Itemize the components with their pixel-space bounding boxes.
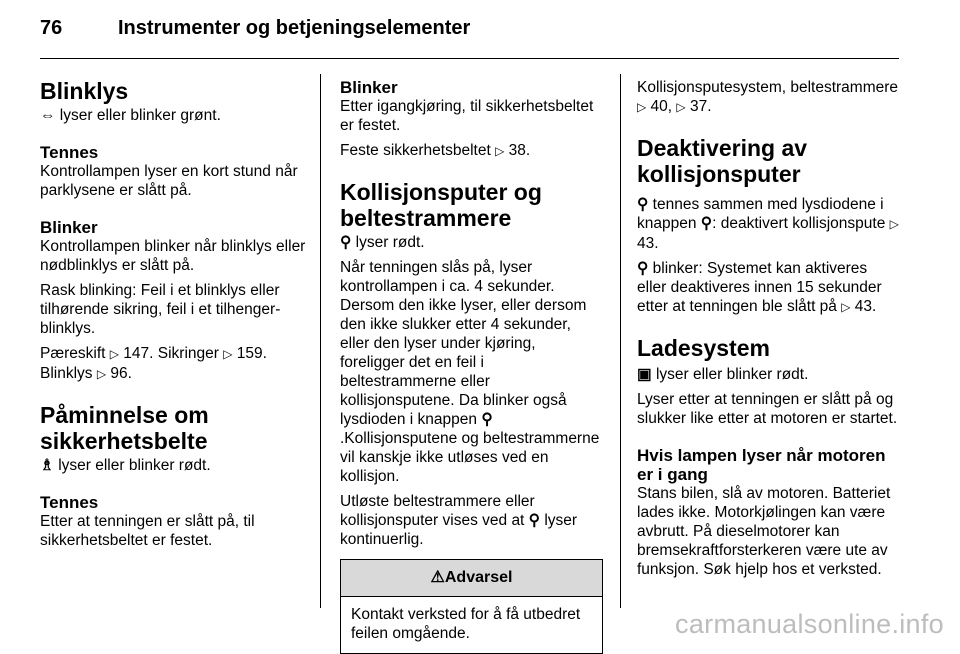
warning-icon: ⚠ — [430, 569, 445, 586]
page-number: 76 — [40, 17, 63, 39]
blinker-2-text: Etter igangkjøring, til sikkerhetsbeltet er festet. — [340, 98, 594, 134]
ladesystem-icon-text: ▣ lyser eller blinker rødt. — [637, 366, 809, 383]
warning-header: ⚠Advarsel — [341, 560, 602, 597]
heading-paminnelse: Påminnelse om sikkerhetsbelte — [40, 402, 209, 454]
ladesystem-text: Lyser etter at tenningen er slått på og slukker like etter at motoren er startet. — [637, 391, 898, 427]
tennes-2-text: Etter at tenningen er slått på, til sikkerhetsbeltet er festet. — [40, 513, 255, 549]
xref-blinklys: Blinklys ▷ 96. — [40, 365, 132, 382]
airbag-off-icon: ⚲ — [637, 196, 649, 213]
tennes-text: Kontrollampen lyser en kort stund når parklysene er slått på. — [40, 163, 298, 199]
column-divider-1 — [320, 74, 321, 608]
kollisjonsputer-icon-text: ⚲ lyser rødt. — [340, 234, 425, 251]
heading-tennes: Tennes — [40, 143, 99, 162]
column-divider-2 — [620, 74, 621, 608]
seatbelt-icon: ♗ — [40, 457, 54, 474]
airbag-icon: ⚲ — [340, 234, 352, 251]
xref-arrow-icon: ▷ — [841, 300, 851, 314]
warning-body: Kontakt verksted for å få utbedret feilen omgående. — [351, 606, 581, 642]
airbag-off-icon: ⚲ — [637, 260, 649, 277]
xref-paereskift: Pæreskift ▷ 147. Sikringer ▷ 159. — [40, 345, 267, 362]
feste-text: Feste sikkerhetsbeltet ▷ 38. — [340, 142, 531, 159]
column-2 — [340, 78, 602, 654]
blinklys-text: ⇔ lyser eller blinker grønt. — [40, 107, 221, 124]
turn-signal-icon: ⇔ — [40, 107, 56, 124]
page-header-title: Instrumenter og betjeningselementer — [118, 17, 471, 39]
blinker-text: Kontrollampen blinker når blinklys eller nødblinklys er slått på. — [40, 238, 306, 274]
warning-box — [340, 559, 603, 654]
xref-arrow-icon: ▷ — [676, 100, 686, 114]
kollisjonsputesystem-xref: Kollisjonsputesystem, beltestrammere ▷ 40, ▷ 37. — [637, 79, 899, 115]
xref-arrow-icon: ▷ — [637, 100, 647, 114]
xref-arrow-icon: ▷ — [109, 347, 119, 361]
xref-arrow-icon: ▷ — [889, 217, 899, 231]
deaktivering-text-1: ⚲ tennes sammen med lysdiodene i knappen ⚲: deaktivert kollisjonspute ▷ 43. — [637, 196, 899, 252]
utloste-text: Utløste beltestrammere eller kollisjonsputer vises ved at ⚲ lyser kontinuerlig. — [340, 493, 578, 548]
heading-deaktivering: Deaktivering av kollisjonsputer — [637, 135, 808, 187]
heading-ladesystem: Ladesystem — [637, 335, 770, 361]
heading-blinker-2: Blinker — [340, 78, 398, 97]
heading-tennes-2: Tennes — [40, 493, 99, 512]
heading-hvis-lampen: Hvis lampen lyser når motoren er i gang — [637, 446, 886, 484]
battery-icon: ▣ — [637, 366, 652, 383]
xref-arrow-icon: ▷ — [495, 144, 505, 158]
paminnelse-text: ♗ lyser eller blinker rødt. — [40, 457, 211, 474]
kollisjonsputer-text: Når tenningen slås på, lyser kontrollampen i ca. 4 sekunder. Dersom den ikke lyser, eller dersom den ikke slukker etter 4 sekunder, eller den lyser under kjøring, foreligger det en feil i beltestrammerne eller kollisjonsputene. Da blinker også lysdioden i knappen ⚲.Kollisjonsputene og beltestrammerne vil kanskje ikke utløses ved en kollisjon. — [340, 259, 600, 485]
xref-arrow-icon: ▷ — [96, 367, 107, 381]
hvis-lampen-text: Stans bilen, slå av motoren. Batteriet lades ikke. Motorkjølingen kan være avbrutt. På dieselmotorer kan bremsekraftforsterkeren være ute av funksjon. Søk hjelp hos et verksted. — [637, 485, 891, 578]
heading-blinker: Blinker — [40, 218, 98, 237]
airbag-off-icon: ⚲ — [700, 215, 713, 232]
heading-kollisjonsputer: Kollisjonsputer og beltestrammere — [340, 179, 542, 231]
column-3 — [637, 78, 900, 585]
airbag-icon: ⚲ — [481, 411, 493, 428]
deaktivering-text-2: ⚲ blinker: Systemet kan aktiveres eller deaktiveres innen 15 sekunder etter at tenningen ble slått på ▷ 43. — [637, 260, 882, 315]
heading-blinklys: Blinklys — [40, 78, 129, 104]
xref-arrow-icon: ▷ — [223, 347, 233, 361]
airbag-icon: ⚲ — [528, 512, 541, 529]
rask-blinking-text: Rask blinking: Feil i et blinklys eller tilhørende sikring, feil i et tilhenger-blinklys. — [40, 282, 281, 337]
watermark: carmanualsonline.info — [675, 609, 944, 639]
header-rule — [40, 58, 899, 59]
column-1 — [40, 78, 306, 556]
